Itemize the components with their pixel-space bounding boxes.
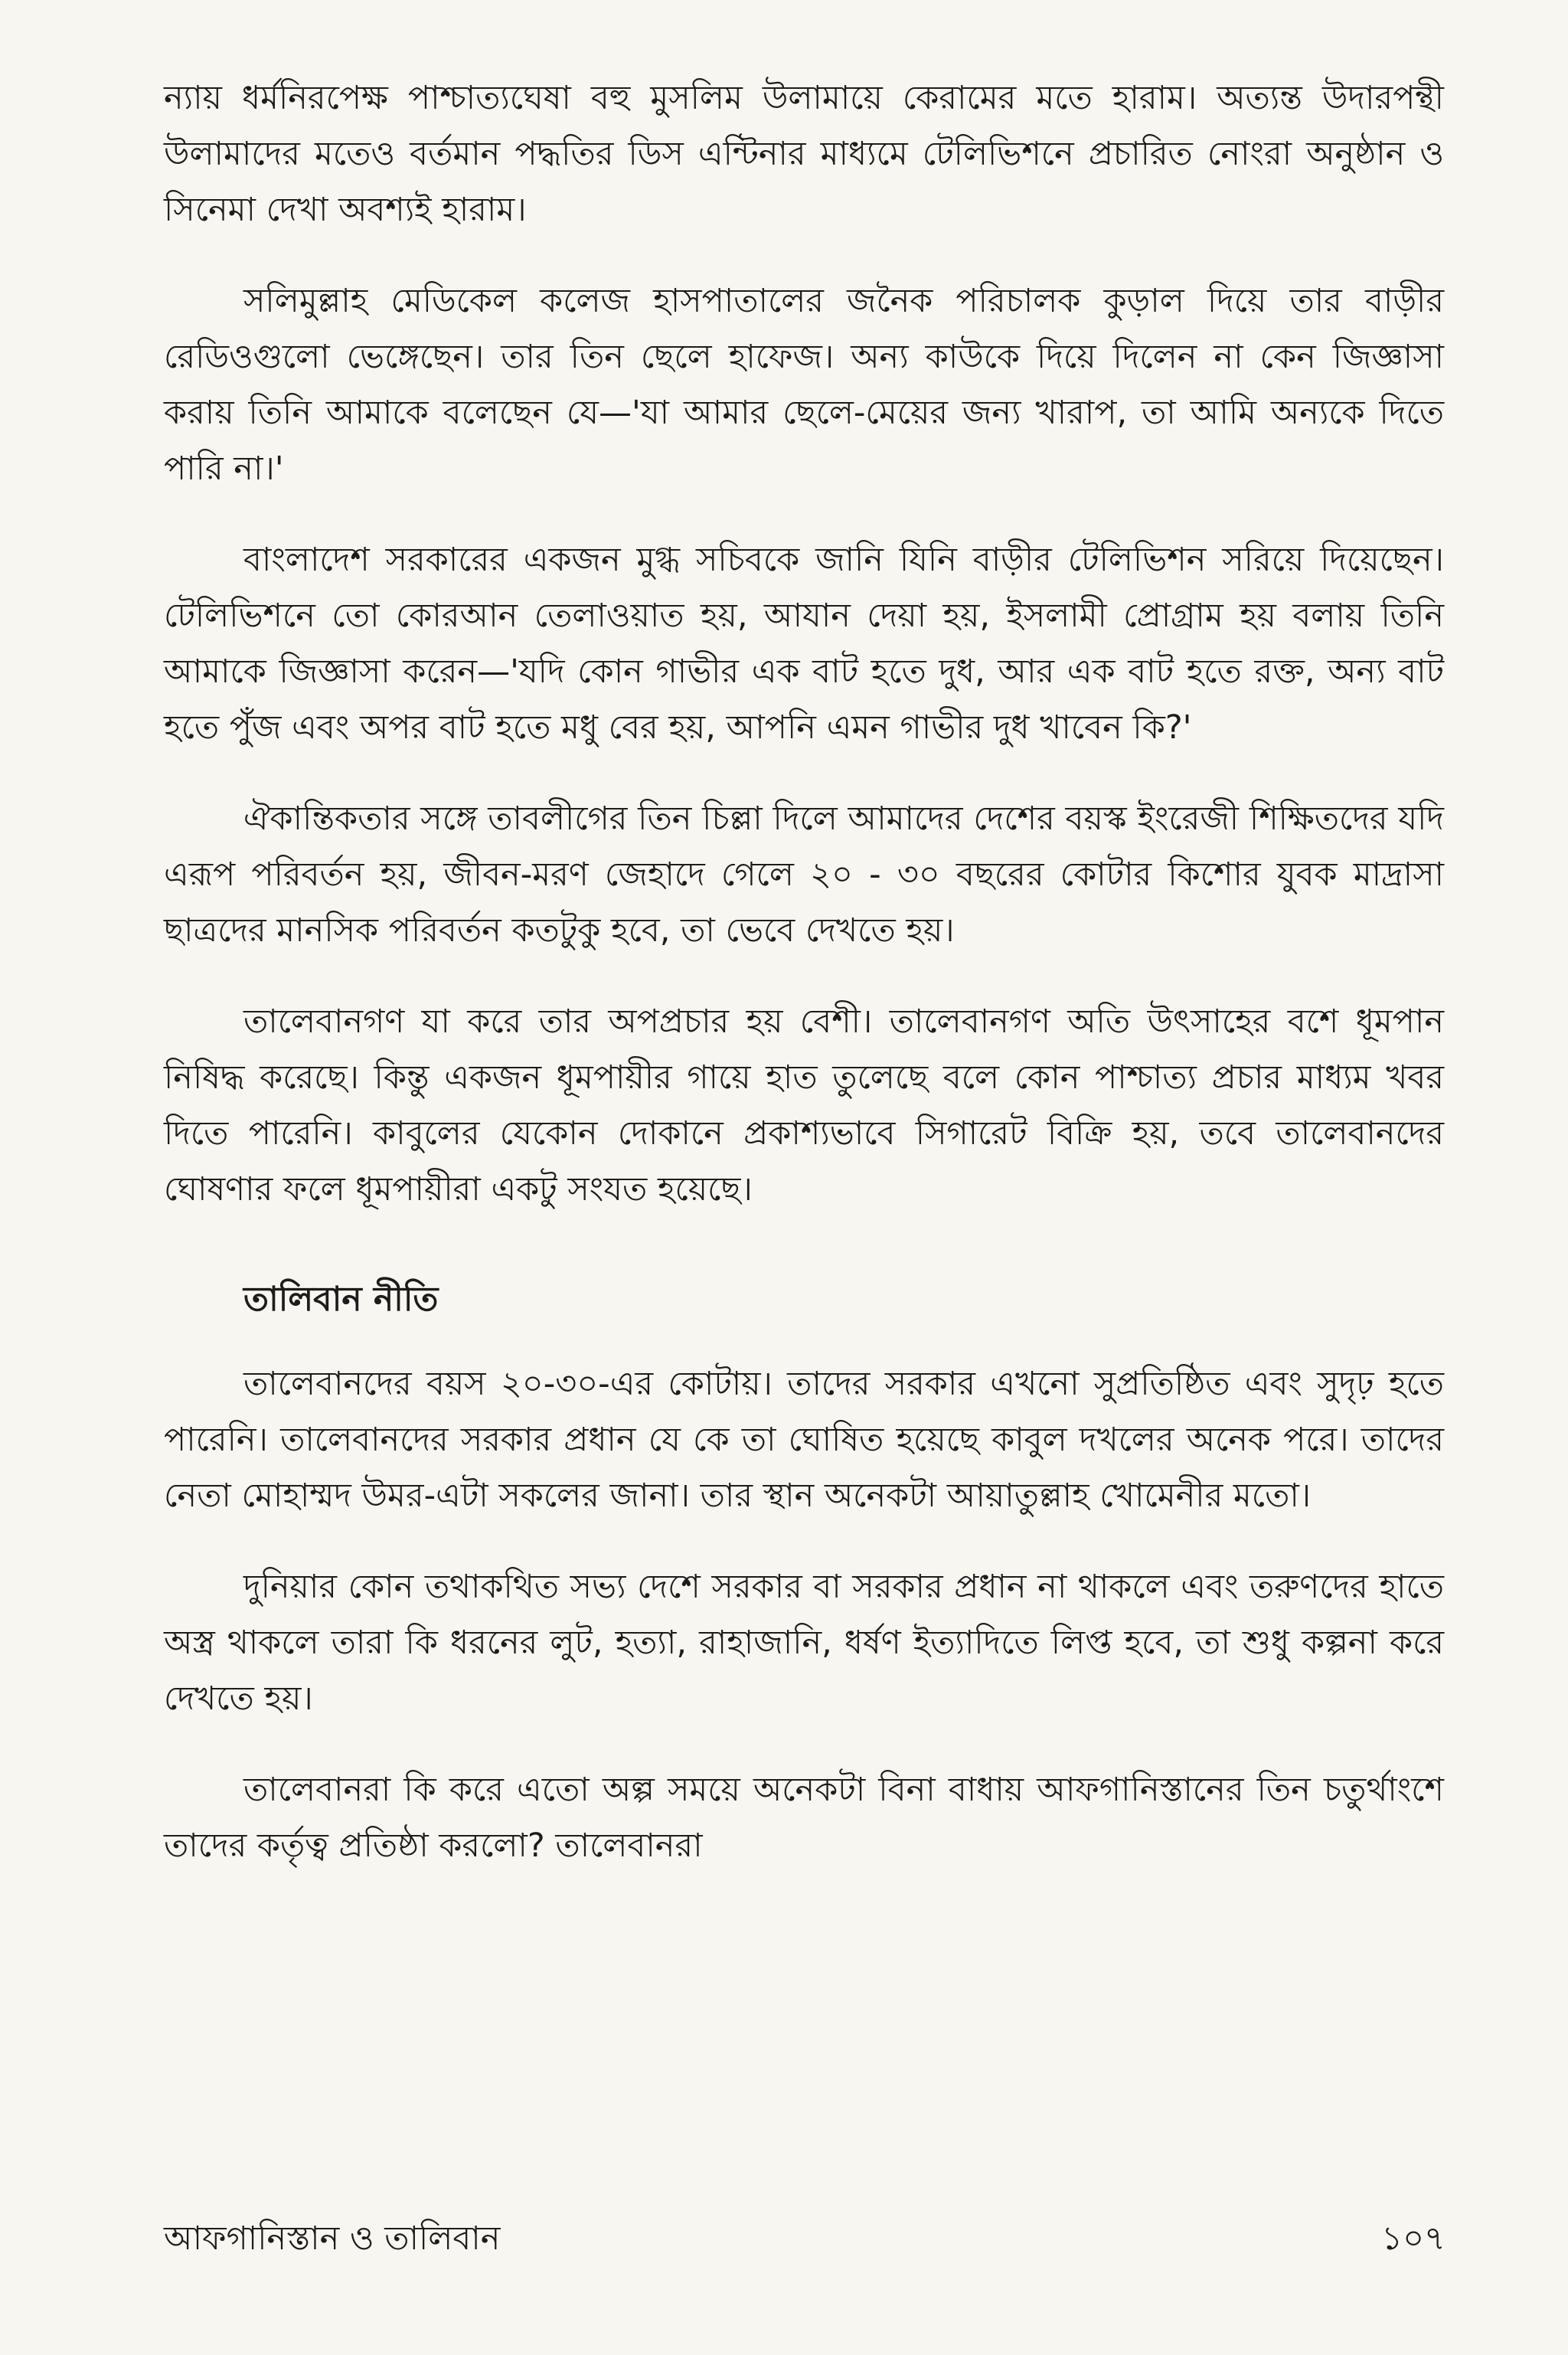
section-heading: তালিবান নীতি bbox=[243, 1280, 439, 1319]
paragraph-3: বাংলাদেশ সরকারের একজন মুগ্ধ সচিবকে জানি যিনি বাড়ীর টেলিভিশন সরিয়ে দিয়েছেন। টেলিভিশনে তো কোরআন তেলাওয়াত হয়, আযান দেয়া হয়, ইসলামী প্রোগ্রাম হয় বলায় তিনি আমাকে জিজ্ঞাসা করেন—'যদি কোন গাভীর এক বাট হতে দুধ, আর এক বাট হতে রক্ত, অন্য বাট হতে পুঁজ এবং অপর বাট হতে মধু বের হয়, আপনি এমন গাভীর দুধ খাবেন কি?' bbox=[164, 541, 1444, 747]
section-paragraph-1: তালেবানদের বয়স ২০-৩০-এর কোটায়। তাদের সরকার এখনো সুপ্রতিষ্ঠিত এবং সুদৃঢ় হতে পারেনি। তালেবানদের সরকার প্রধান যে কে তা ঘোষিত হয়েছে কাবুল দখলের অনেক পরে। তাদের নেতা মোহাম্মদ উমর-এটা সকলের জানা। তার স্থান অনেকটা আয়াতুল্লাহ খোমেনীর মতো। bbox=[164, 1365, 1444, 1515]
section-paragraph-3: তালেবানরা কি করে এতো অল্প সময়ে অনেকটা বিনা বাধায় আফগানিস্তানের তিন চতুর্থাংশে তাদের কর্তৃত্ব প্রতিষ্ঠা করলো? তালেবানরা bbox=[164, 1771, 1444, 1865]
section-paragraph-2: দুনিয়ার কোন তথাকথিত সভ্য দেশে সরকার বা সরকার প্রধান না থাকলে এবং তরুণদের হাতে অস্ত্র থাকলে তারা কি ধরনের লুট, হত্যা, রাহাজানি, ধর্ষণ ইত্যাদিতে লিপ্ত হবে, তা শুধু কল্পনা করে দেখতে হয়। bbox=[164, 1568, 1444, 1718]
paragraph-4: ঐকান্তিকতার সঙ্গে তাবলীগের তিন চিল্লা দিলে আমাদের দেশের বয়স্ক ইংরেজী শিক্ষিতদের যদি এরূপ পরিবর্তন হয়, জীবন-মরণ জেহাদে গেলে ২০ - ৩০ বছরের কোটার কিশোর যুবক মাদ্রাসা ছাত্রদের মানসিক পরিবর্তন কতটুকু হবে, তা ভেবে দেখতে হয়। bbox=[164, 800, 1444, 950]
paragraph-2: সলিমুল্লাহ মেডিকেল কলেজ হাসপাতালের জনৈক পরিচালক কুড়াল দিয়ে তার বাড়ীর রেডিওগুলো ভেঙ্গেছেন। তার তিন ছেলে হাফেজ। অন্য কাউকে দিয়ে দিলেন না কেন জিজ্ঞাসা করায় তিনি আমাকে বলেছেন যে—'যা আমার ছেলে-মেয়ের জন্য খারাপ, তা আমি অন্যকে দিতে পারি না।' bbox=[164, 282, 1444, 488]
paragraph-5: তালেবানগণ যা করে তার অপপ্রচার হয় বেশী। তালেবানগণ অতি উৎসাহের বশে ধূমপান নিষিদ্ধ করেছে। কিন্তু একজন ধূমপায়ীর গায়ে হাত তুলেছে বলে কোন পাশ্চাত্য প্রচার মাধ্যম খবর দিতে পারেনি। কাবুলের যেকোন দোকানে প্রকাশ্যভাবে সিগারেট বিক্রি হয়, তবে তালেবানদের ঘোষণার ফলে ধূমপায়ীরা একটু সংযত হয়েছে। bbox=[164, 1003, 1444, 1209]
paragraph-1: ন্যায় ধর্মনিরপেক্ষ পাশ্চাত্যঘেষা বহু মুসলিম উলামায়ে কেরামের মতে হারাম। অত্যন্ত উদারপন্থী উলামাদের মতেও বর্তমান পদ্ধতির ডিস এন্টিনার মাধ্যমে টেলিভিশনে প্রচারিত নোংরা অনুষ্ঠান ও সিনেমা দেখা অবশ্যই হারাম। bbox=[164, 79, 1444, 229]
footer-page-number: ১০৭ bbox=[1381, 2219, 1446, 2258]
footer-book-title: আফগানিস্তান ও তালিবান bbox=[164, 2219, 501, 2258]
body-text bbox=[164, 70, 1444, 1909]
